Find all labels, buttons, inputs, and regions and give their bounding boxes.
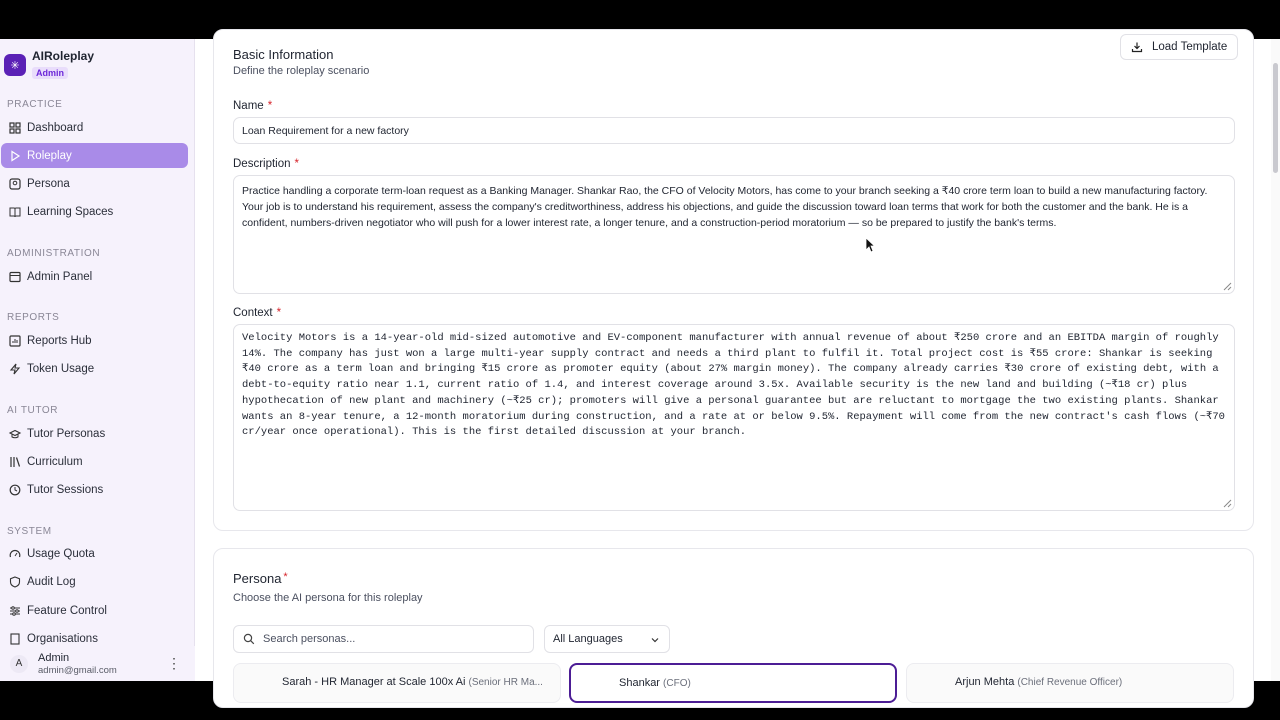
clock-icon — [8, 483, 21, 496]
sidebar-item-audit-log[interactable] — [1, 569, 188, 594]
app-name: AIRoleplay — [32, 49, 95, 63]
persona-option[interactable] — [233, 663, 561, 703]
search-input[interactable] — [233, 625, 534, 653]
graduation-cap-icon — [8, 427, 21, 440]
sidebar-item-tutor-personas[interactable] — [1, 421, 188, 446]
shield-icon — [8, 575, 21, 588]
panel-icon — [8, 270, 21, 283]
sidebar-item-label: Curriculum — [27, 455, 83, 468]
section-title: Persona * — [233, 571, 288, 586]
context-textarea[interactable] — [233, 324, 1235, 511]
language-value: All Languages — [553, 633, 623, 645]
play-icon — [8, 149, 21, 162]
download-icon — [1131, 41, 1143, 53]
user-profile[interactable] — [0, 646, 195, 681]
persona-name: Shankar — [619, 677, 660, 689]
brand[interactable] — [4, 49, 94, 81]
name-input[interactable]: Loan Requirement for a new factory — [233, 117, 1235, 144]
persona-role: (Senior HR Ma... — [468, 677, 543, 688]
persona-icon — [8, 177, 21, 190]
library-icon — [8, 455, 21, 468]
sidebar-item-label: Token Usage — [27, 362, 95, 375]
bolt-icon — [8, 362, 21, 375]
sidebar-item-label: Audit Log — [27, 575, 76, 588]
basic-information-card — [213, 29, 1254, 531]
avatar: A — [10, 655, 28, 673]
sidebar-item-persona[interactable] — [1, 171, 188, 196]
load-template-label: Load Template — [1152, 41, 1228, 53]
mouse-cursor-icon — [865, 237, 875, 253]
persona-role: (CFO) — [663, 678, 691, 689]
page-scrollbar[interactable] — [1271, 39, 1280, 681]
persona-name: Sarah - HR Manager at Scale 100x Ai — [282, 676, 466, 688]
sidebar-item-feature-control[interactable] — [1, 598, 188, 623]
sidebar-item-reports-hub[interactable] — [1, 328, 188, 353]
language-select[interactable] — [544, 625, 670, 653]
persona-role: (Chief Revenue Officer) — [1017, 677, 1123, 688]
sidebar-item-label: Feature Control — [27, 604, 107, 617]
user-name: Admin — [38, 651, 70, 664]
sidebar-item-label: Roleplay — [27, 149, 72, 162]
section-subtitle: Choose the AI persona for this roleplay — [233, 592, 423, 604]
app-window — [0, 39, 1280, 689]
resize-handle-icon[interactable] — [1222, 498, 1232, 508]
sidebar-item-usage-quota[interactable] — [1, 541, 188, 566]
search-icon — [243, 633, 255, 645]
section-subtitle: Define the roleplay scenario — [233, 65, 370, 77]
persona-name: Arjun Mehta — [955, 676, 1015, 688]
gauge-icon — [8, 547, 21, 560]
sliders-icon — [8, 604, 21, 617]
persona-card-section — [213, 548, 1254, 708]
dashboard-icon — [8, 121, 21, 134]
sidebar-item-label: Admin Panel — [27, 270, 93, 283]
sidebar — [0, 39, 195, 681]
sidebar-item-label: Tutor Sessions — [27, 483, 104, 496]
load-template-button[interactable] — [1120, 34, 1238, 60]
search-placeholder: Search personas... — [263, 633, 356, 645]
scrollbar-thumb[interactable] — [1273, 63, 1278, 173]
section-label-reports: REPORTS — [7, 312, 60, 323]
section-label-ai-tutor: AI TUTOR — [7, 405, 59, 416]
building-icon — [8, 632, 21, 645]
sidebar-item-label: Learning Spaces — [27, 205, 114, 218]
sidebar-item-label: Dashboard — [27, 121, 84, 134]
name-label: Name * — [233, 100, 273, 112]
sidebar-item-learning-spaces[interactable] — [1, 199, 188, 224]
sidebar-item-roleplay[interactable] — [1, 143, 188, 168]
sidebar-item-admin-panel[interactable] — [1, 264, 188, 289]
persona-option-selected[interactable] — [569, 663, 897, 703]
more-options-icon[interactable]: ⋮ — [167, 655, 181, 671]
sidebar-item-tutor-sessions[interactable] — [1, 477, 188, 502]
sidebar-item-dashboard[interactable] — [1, 115, 188, 140]
chevron-down-icon — [650, 635, 660, 645]
description-text: Practice handling a corporate term-loan request as a Banking Manager. Shankar Rao, the CFO of Velocity Motors, has come to your branch seeking a ₹40 crore term loan to build a new manufacturing factory. Your job is to understand his requirement, assess the company's creditworthiness, address his objections, and guide the discussion toward loan terms that work for both the customer and the bank. He is a confident, numbers-driven negotiator who will push for a lower interest rate, a longer tenure, and a construction-period moratorium — so be prepared to justify the bank's terms. — [242, 185, 1208, 229]
description-label: Description * — [233, 158, 300, 170]
description-textarea[interactable] — [233, 175, 1235, 294]
context-text: Velocity Motors is a 14-year-old mid-sized automotive and EV-component manufacturer with annual revenue of about ₹250 crore and an EBITDA margin of roughly 14%. The company has just won a large multi-year supply contract and needs a third plant to fulfil it. Total project cost is ₹55 crore: Shankar is seeking ₹40 crore as a term loan and bringing ₹15 crore as promoter equity (about 27% margin money). The company already carries ₹30 crore of existing debt, with a debt-to-equity ratio near 1.1, current ratio of 1.4, and interest coverage around 3.5x. Available security is the new land and building (~₹18 cr) plus hypothecation of new plant and machinery (~₹25 cr); promoters will give a personal guarantee but are reluctant to mortgage the two existing plants. Shankar wants an 8-year tenure, a 12-month moratorium during construction, and a rate at or below 9.5%. Repayment will come from the new contract's cash flows (~₹70 cr/year once operational). This is the first detailed discussion at your branch. — [242, 332, 1225, 439]
role-badge: Admin — [32, 67, 68, 79]
context-label: Context * — [233, 307, 282, 319]
sidebar-item-label: Reports Hub — [27, 334, 92, 347]
app-logo-icon: ✳ — [4, 54, 26, 76]
book-icon — [8, 205, 21, 218]
sidebar-item-label: Organisations — [27, 632, 98, 645]
section-label-practice: PRACTICE — [7, 99, 63, 110]
sidebar-item-curriculum[interactable] — [1, 449, 188, 474]
sidebar-item-label: Tutor Personas — [27, 427, 106, 440]
sidebar-item-label: Usage Quota — [27, 547, 95, 560]
reports-icon — [8, 334, 21, 347]
section-label-administration: ADMINISTRATION — [7, 248, 101, 259]
resize-handle-icon[interactable] — [1222, 281, 1232, 291]
section-label-system: SYSTEM — [7, 526, 52, 537]
persona-option[interactable] — [906, 663, 1234, 703]
sidebar-item-label: Persona — [27, 177, 70, 190]
user-email: admin@gmail.com — [38, 664, 117, 676]
sidebar-item-token-usage[interactable] — [1, 356, 188, 381]
section-title: Basic Information — [233, 47, 334, 62]
